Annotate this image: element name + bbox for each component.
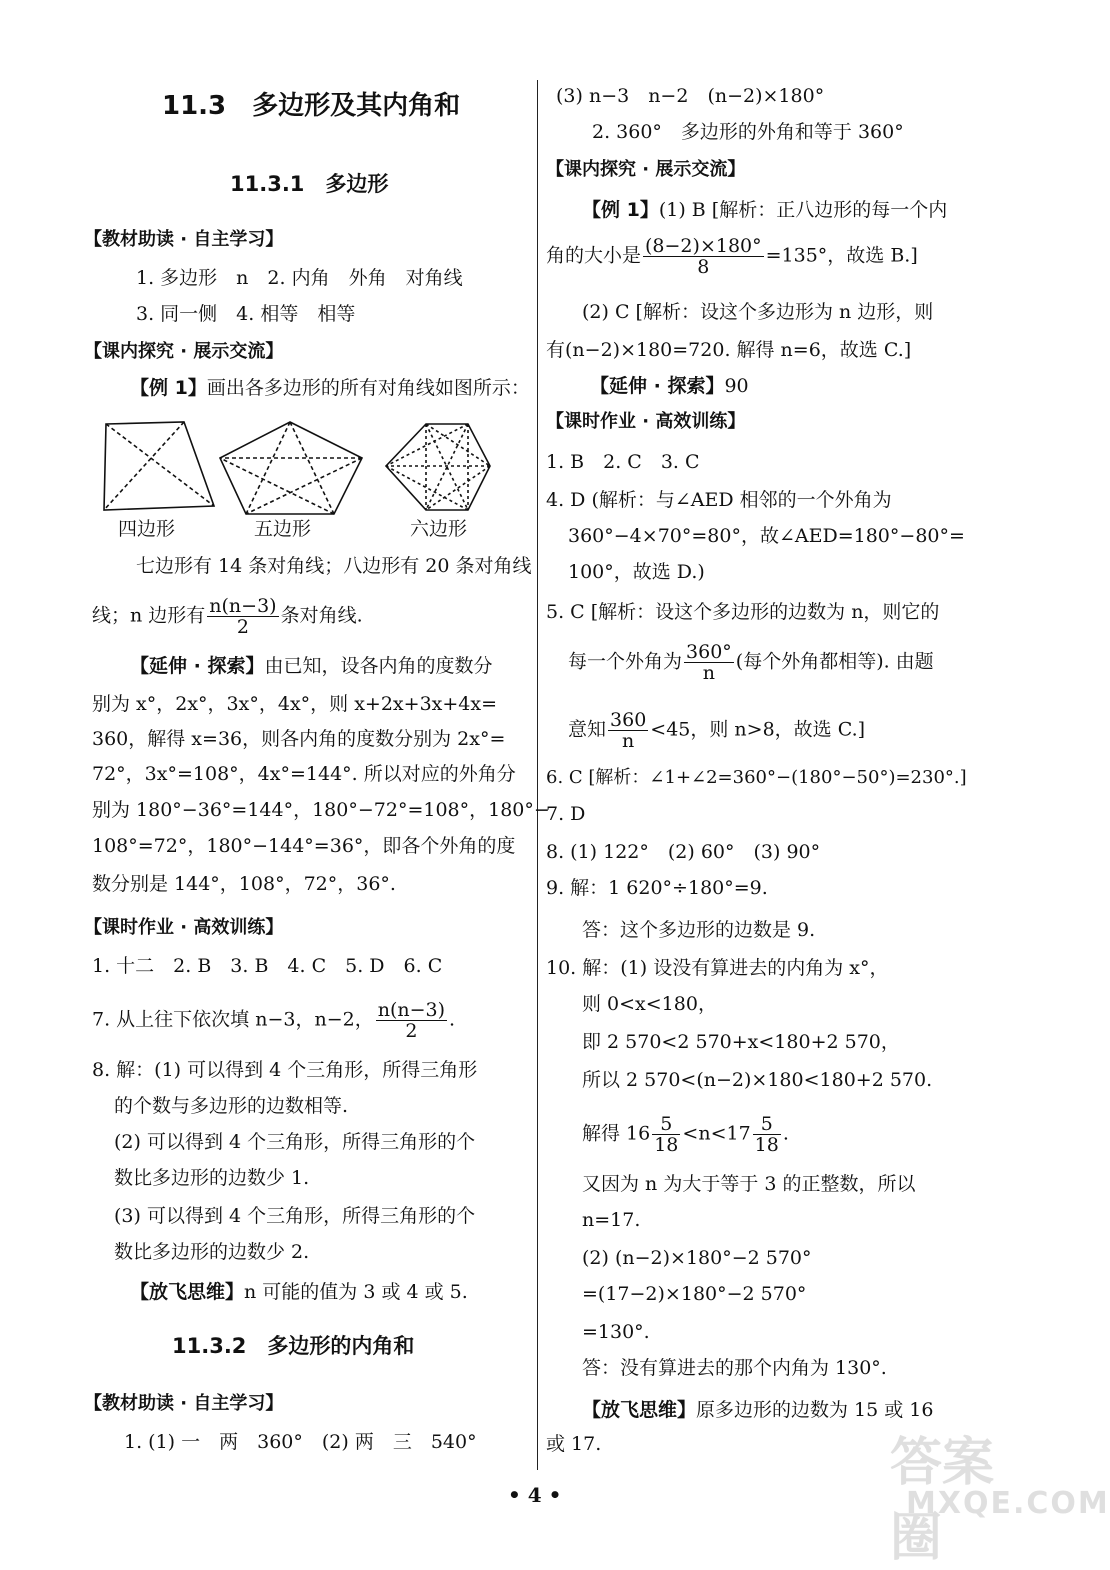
fraction bbox=[207, 596, 278, 637]
text: n 可能的值为 3 或 4 或 5. bbox=[244, 1281, 468, 1303]
fraction bbox=[652, 1114, 680, 1155]
tag: 【例 1】 bbox=[130, 377, 207, 399]
tag: 【放飞思维】 bbox=[130, 1281, 245, 1303]
extension-2 bbox=[590, 374, 749, 398]
column-divider bbox=[537, 80, 538, 1470]
text: <45，则 n>8，故选 C.] bbox=[650, 718, 866, 741]
tag: 【放飞思维】 bbox=[582, 1399, 697, 1421]
text-line: 4. D (解析：与∠AED 相邻的一个外角为 bbox=[546, 489, 892, 511]
numerator: n(n−3) bbox=[209, 595, 277, 617]
fraction bbox=[608, 710, 648, 751]
text-line: (3) n−3 n−2 (n−2)×180° bbox=[556, 85, 825, 107]
text: 画出各多边形的所有对角线如图所示： bbox=[206, 377, 530, 399]
text: =135°，故选 B.] bbox=[765, 244, 918, 267]
text-line: 七边形有 14 条对角线；八边形有 20 条对角线 bbox=[136, 555, 532, 577]
tag: 【例 1】 bbox=[582, 199, 659, 221]
text-line: 1. 十二 2. B 3. B 4. C 5. D 6. C bbox=[92, 955, 443, 977]
text: (1) B [解析：正八边形的每一个内 bbox=[658, 199, 948, 221]
pentagon bbox=[220, 422, 362, 514]
text-line: 答：没有算进去的那个内角为 130°. bbox=[582, 1357, 887, 1379]
text-line: 3. 同一侧 4. 相等 相等 bbox=[136, 303, 356, 325]
denominator: 2 bbox=[236, 616, 249, 638]
text-line: 又因为 n 为大于等于 3 的正整数，所以 bbox=[582, 1173, 916, 1195]
text: 每一个外角为 bbox=[568, 650, 683, 673]
heading-homework-2: 【课时作业 · 高效训练】 bbox=[546, 411, 746, 432]
label-hexagon: 六边形 bbox=[410, 518, 468, 540]
text-line: 9. 解：1 620°÷180°=9. bbox=[546, 877, 768, 899]
text-line: 别为 x°，2x°，3x°，4x°，则 x+2x+3x+4x= bbox=[92, 693, 498, 715]
hw5-line-3 bbox=[568, 710, 865, 751]
denominator: 2 bbox=[405, 1020, 418, 1042]
text: . bbox=[782, 1122, 789, 1145]
text: 由已知，设各内角的度数分 bbox=[264, 655, 493, 677]
text-line: (2) C [解析：设这个多边形为 n 边形，则 bbox=[582, 301, 934, 323]
hw10-line-5 bbox=[582, 1114, 789, 1155]
text: <n<17 bbox=[682, 1122, 751, 1145]
watermark-logo bbox=[880, 1420, 1110, 1568]
text-line: (3) 可以得到 4 个三角形，所得三角形的个 bbox=[114, 1205, 476, 1227]
text-line: 所以 2 570<(n−2)×180<180+2 570. bbox=[582, 1069, 933, 1091]
denominator: n bbox=[702, 662, 716, 684]
text: 90 bbox=[724, 375, 749, 397]
denominator: 8 bbox=[697, 256, 710, 278]
text-line: =130°. bbox=[582, 1321, 650, 1343]
fraction bbox=[684, 642, 734, 683]
text-line: 360，解得 x=36，则各内角的度数分别为 2x°= bbox=[92, 728, 506, 750]
text: 原多边形的边数为 15 或 16 bbox=[696, 1399, 934, 1421]
hexagon bbox=[386, 424, 490, 510]
example-1 bbox=[130, 376, 530, 400]
text: 条对角线. bbox=[280, 604, 363, 627]
text-line: 数比多边形的边数少 2. bbox=[114, 1241, 310, 1263]
text-line: 72°，3x°=108°，4x°=144°. 所以对应的外角分 bbox=[92, 763, 516, 785]
quadrilateral bbox=[104, 422, 214, 510]
text-line: 1. (1) 一 两 360° (2) 两 三 540° bbox=[124, 1431, 477, 1453]
fraction bbox=[376, 1000, 447, 1041]
numerator: 360 bbox=[610, 709, 647, 731]
text-line: 10. 解：(1) 设没有算进去的内角为 x°， bbox=[546, 957, 889, 979]
text-line: 即 2 570<2 570+x<180+2 570， bbox=[582, 1031, 900, 1053]
text: 解得 16 bbox=[582, 1122, 651, 1145]
example-2-line-2 bbox=[546, 236, 918, 277]
tag: 【延伸 · 探索】 bbox=[590, 375, 725, 397]
heading-textbook-2: 【教材助读 · 自主学习】 bbox=[84, 1393, 284, 1414]
hw5-line-2 bbox=[568, 642, 934, 683]
tag: 【延伸 · 探索】 bbox=[130, 655, 265, 677]
subsection-title-2: 11.3.2 多边形的内角和 bbox=[172, 1334, 415, 1358]
text-line: 或 17. bbox=[546, 1433, 602, 1455]
text-line: 答：这个多边形的边数是 9. bbox=[582, 919, 816, 941]
example-2 bbox=[582, 198, 947, 222]
text-line: 5. C [解析：设这个多边形的边数为 n，则它的 bbox=[546, 601, 940, 623]
numerator: n(n−3) bbox=[377, 999, 446, 1021]
fraction bbox=[643, 236, 764, 277]
text: 线；n 边形有 bbox=[92, 604, 206, 627]
denominator: 18 bbox=[654, 1134, 679, 1156]
text-line: 有(n−2)×180=720. 解得 n=6，故选 C.] bbox=[546, 339, 912, 361]
text-line: 6. C [解析：∠1+∠2=360°−(180°−50°)=230°.] bbox=[546, 767, 967, 788]
text-line: (2) (n−2)×180°−2 570° bbox=[582, 1247, 812, 1269]
label-pentagon: 五边形 bbox=[254, 518, 312, 540]
heading-explore-2: 【课内探究 · 展示交流】 bbox=[546, 159, 746, 180]
text-line: 2. 360° 多边形的外角和等于 360° bbox=[592, 121, 904, 143]
text-line: 1. 多边形 n 2. 内角 外角 对角线 bbox=[136, 267, 463, 289]
text: 意知 bbox=[568, 718, 607, 741]
heading-textbook-1: 【教材助读 · 自主学习】 bbox=[84, 229, 284, 250]
subsection-title-1: 11.3.1 多边形 bbox=[230, 172, 389, 196]
text-line: 数分别是 144°，108°，72°，36°. bbox=[92, 873, 396, 895]
text: (每个外角都相等). 由题 bbox=[735, 650, 934, 673]
fraction bbox=[753, 1114, 781, 1155]
page-number: • 4 • bbox=[508, 1483, 562, 1507]
text-line: (2) 可以得到 4 个三角形，所得三角形的个 bbox=[114, 1131, 476, 1153]
text: . bbox=[449, 1008, 456, 1031]
diag-line-2 bbox=[92, 596, 363, 637]
numerator: (8−2)×180° bbox=[645, 235, 762, 257]
text-line: 7. D bbox=[546, 803, 586, 825]
numerator: 360° bbox=[686, 641, 732, 663]
extension-1 bbox=[130, 654, 492, 678]
label-quadrilateral: 四边形 bbox=[118, 518, 176, 540]
text-line: 8. (1) 122° (2) 60° (3) 90° bbox=[546, 841, 821, 863]
text-line: 8. 解：(1) 可以得到 4 个三角形，所得三角形 bbox=[92, 1059, 478, 1081]
text-line: 别为 180°−36°=144°，180°−72°=108°，180°− bbox=[92, 799, 550, 821]
text-line: 100°，故选 D.) bbox=[568, 561, 705, 583]
text-line: =(17−2)×180°−2 570° bbox=[582, 1283, 807, 1305]
heading-homework-1: 【课时作业 · 高效训练】 bbox=[84, 917, 284, 938]
denominator: 18 bbox=[754, 1134, 779, 1156]
watermark-url: MXQE.COM bbox=[906, 1486, 1110, 1521]
free-thinking-1 bbox=[130, 1280, 468, 1304]
numerator: 5 bbox=[753, 1114, 781, 1135]
denominator: n bbox=[622, 730, 635, 752]
text-line: 则 0<x<180， bbox=[582, 993, 717, 1015]
text: 7. 从上往下依次填 n−3，n−2， bbox=[92, 1008, 374, 1031]
text-line: 360°−4×70°=80°，故∠AED=180°−80°= bbox=[568, 525, 965, 547]
free-thinking-2 bbox=[582, 1398, 934, 1422]
watermark-text: 答案圈 bbox=[890, 1433, 995, 1568]
text-line: 108°=72°，180°−144°=36°，即各个外角的度 bbox=[92, 835, 516, 857]
text-line: 数比多边形的边数少 1. bbox=[114, 1167, 310, 1189]
text-line: n=17. bbox=[582, 1209, 641, 1231]
text-line: 的个数与多边形的边数相等. bbox=[114, 1095, 349, 1117]
hw-line-7 bbox=[92, 1000, 455, 1041]
text-line: 1. B 2. C 3. C bbox=[546, 451, 700, 473]
numerator: 5 bbox=[652, 1114, 680, 1135]
heading-explore-1: 【课内探究 · 展示交流】 bbox=[84, 341, 284, 362]
text: 角的大小是 bbox=[546, 244, 642, 267]
section-title: 11.3 多边形及其内角和 bbox=[162, 91, 461, 121]
